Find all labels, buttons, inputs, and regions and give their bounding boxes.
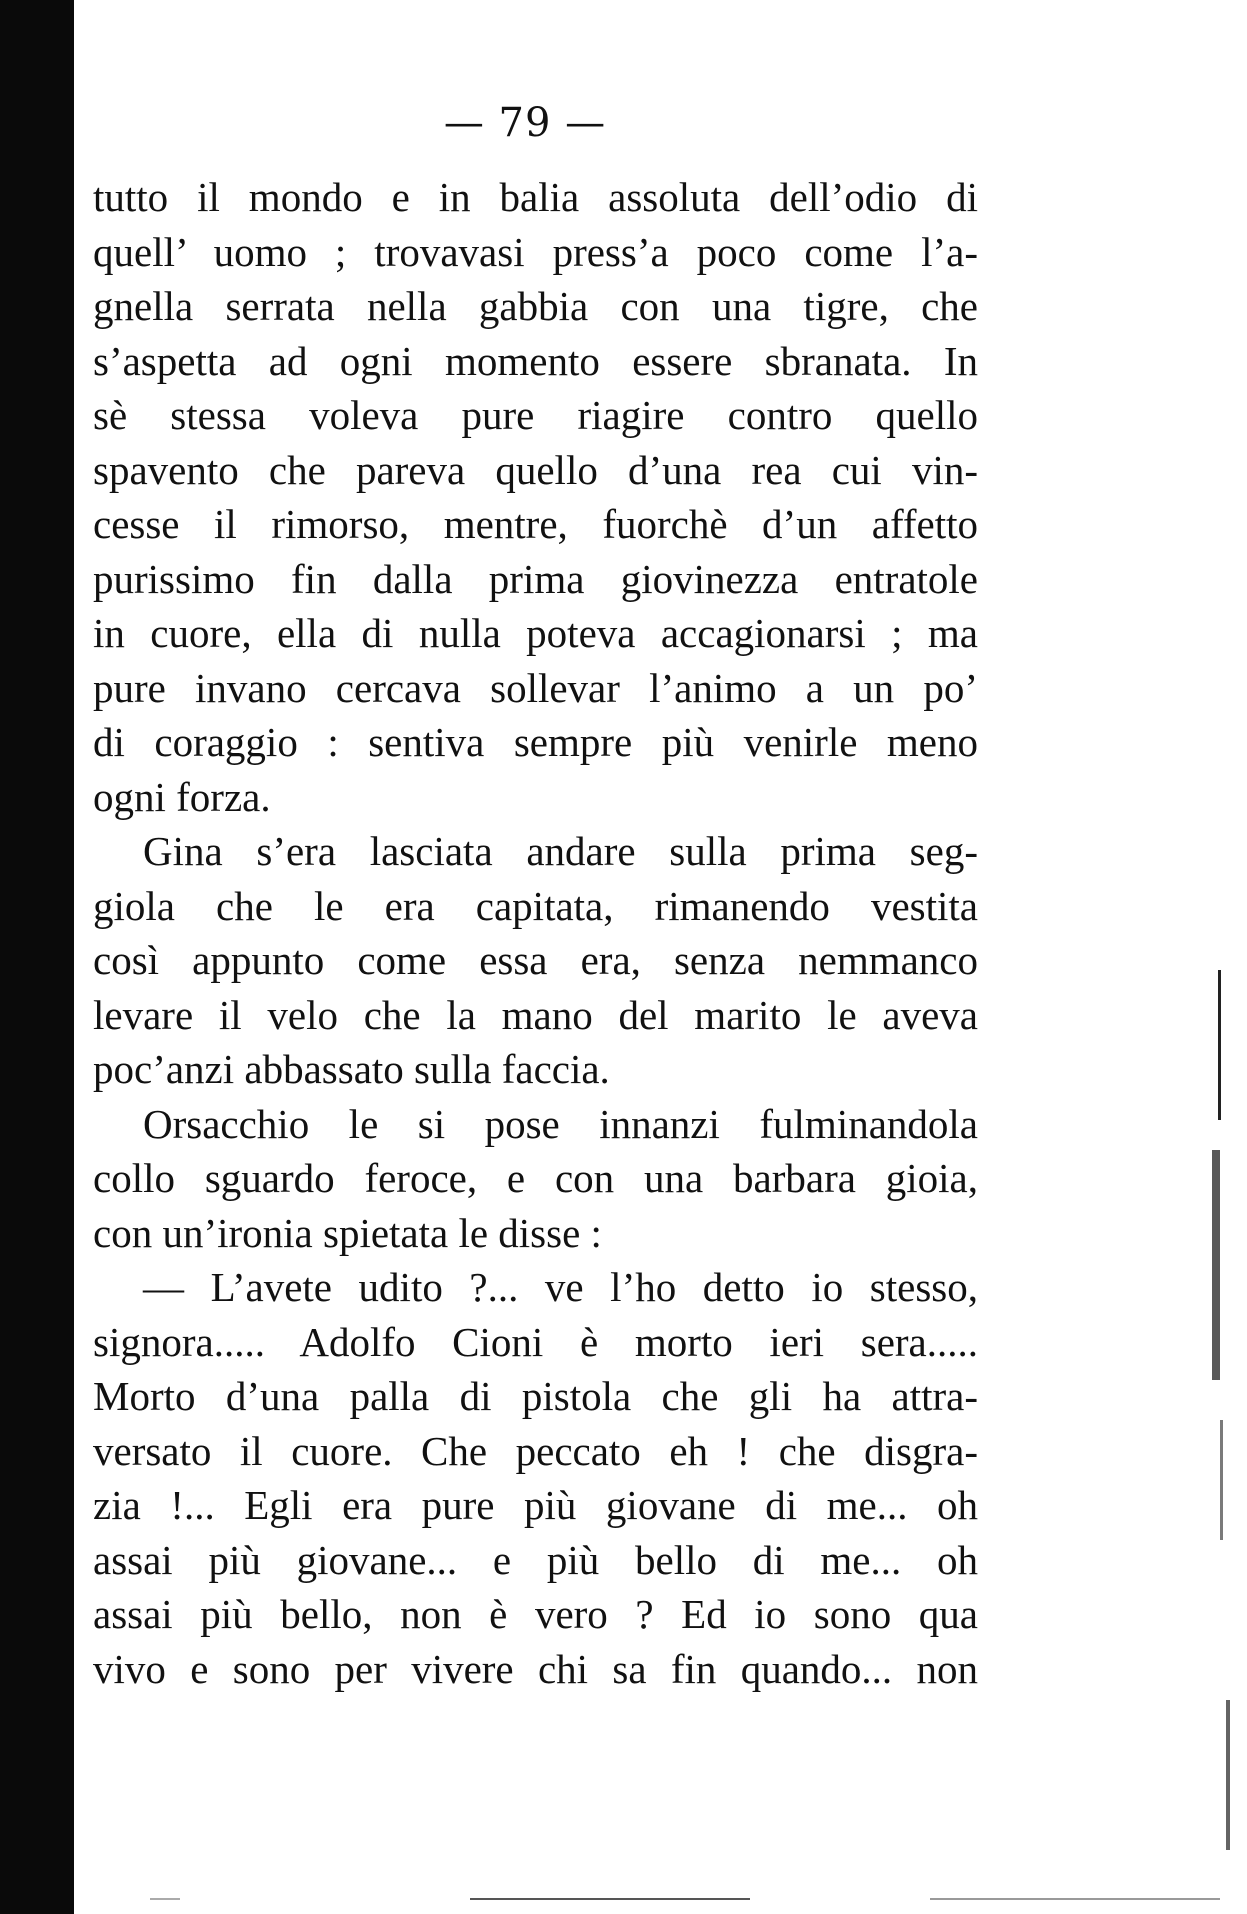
text-line: poc’anzi abbassato sulla faccia. bbox=[93, 1046, 610, 1092]
text-line: giola che le era capitata, rimanendo vestita bbox=[93, 882, 978, 929]
text-line: così appunto come essa era, senza nemmanco bbox=[93, 937, 978, 983]
scan-artifact bbox=[1220, 1420, 1223, 1540]
text-line: cesse il rimorso, mentre, fuorchè d’un affetto bbox=[93, 501, 978, 547]
text-line: ogni forza. bbox=[93, 773, 271, 820]
text-line: gnella serrata nella gabbia con una tigre, che bbox=[93, 283, 978, 329]
text-line: assai più giovane... e più bello di me... oh bbox=[93, 1536, 978, 1583]
text-line: quell’ uomo ; trovavasi press’a poco come l’a- bbox=[93, 228, 978, 275]
text-line: pure invano cercava sollevar l’animo a un po’ bbox=[93, 664, 978, 711]
text-line: levare il velo che la mano del marito le aveva bbox=[93, 991, 978, 1038]
text-line: purissimo fin dalla prima giovinezza entratole bbox=[93, 555, 978, 602]
scan-artifact bbox=[1226, 1700, 1230, 1850]
text-line: spavento che pareva quello d’una rea cui vin- bbox=[93, 446, 978, 493]
text-line: — L’avete udito ?... ve l’ho detto io stesso, bbox=[143, 1264, 978, 1310]
text-line: Morto d’una palla di pistola che gli ha attra- bbox=[93, 1373, 978, 1419]
scan-artifact bbox=[930, 1898, 1220, 1900]
text-line: zia !... Egli era pure più giovane di me... oh bbox=[93, 1482, 978, 1528]
text-line: tutto il mondo e in balia assoluta dell’odio di bbox=[93, 174, 978, 220]
text-line: di coraggio : sentiva sempre più venirle meno bbox=[93, 719, 978, 765]
text-line: vivo e sono per vivere chi sa fin quando... non bbox=[93, 1645, 978, 1692]
body-text bbox=[93, 170, 978, 1696]
text-line: collo sguardo feroce, e con una barbara gioia, bbox=[93, 1155, 978, 1201]
text-line: signora..... Adolfo Cioni è morto ieri sera..... bbox=[93, 1318, 978, 1365]
text-line: sè stessa voleva pure riagire contro quello bbox=[93, 392, 978, 438]
scan-artifact bbox=[470, 1898, 750, 1900]
text-line: versato il cuore. Che peccato eh ! che disgra- bbox=[93, 1427, 978, 1474]
text-line: Gina s’era lasciata andare sulla prima seg- bbox=[143, 828, 978, 874]
scan-artifact bbox=[1218, 970, 1221, 1120]
text-line: in cuore, ella di nulla poteva accagionarsi ; ma bbox=[93, 610, 978, 656]
text-line: con un’ironia spietata le disse : bbox=[93, 1209, 602, 1256]
page-number: — 79 — bbox=[443, 100, 607, 146]
text-line: assai più bello, non è vero ? Ed io sono qua bbox=[93, 1591, 978, 1637]
scan-artifact bbox=[1212, 1150, 1220, 1380]
text-line: s’aspetta ad ogni momento essere sbranata. In bbox=[93, 337, 978, 384]
scan-binding-shadow bbox=[0, 0, 74, 1914]
scan-artifact bbox=[150, 1898, 180, 1900]
text-line: Orsacchio le si pose innanzi fulminandola bbox=[143, 1100, 978, 1147]
